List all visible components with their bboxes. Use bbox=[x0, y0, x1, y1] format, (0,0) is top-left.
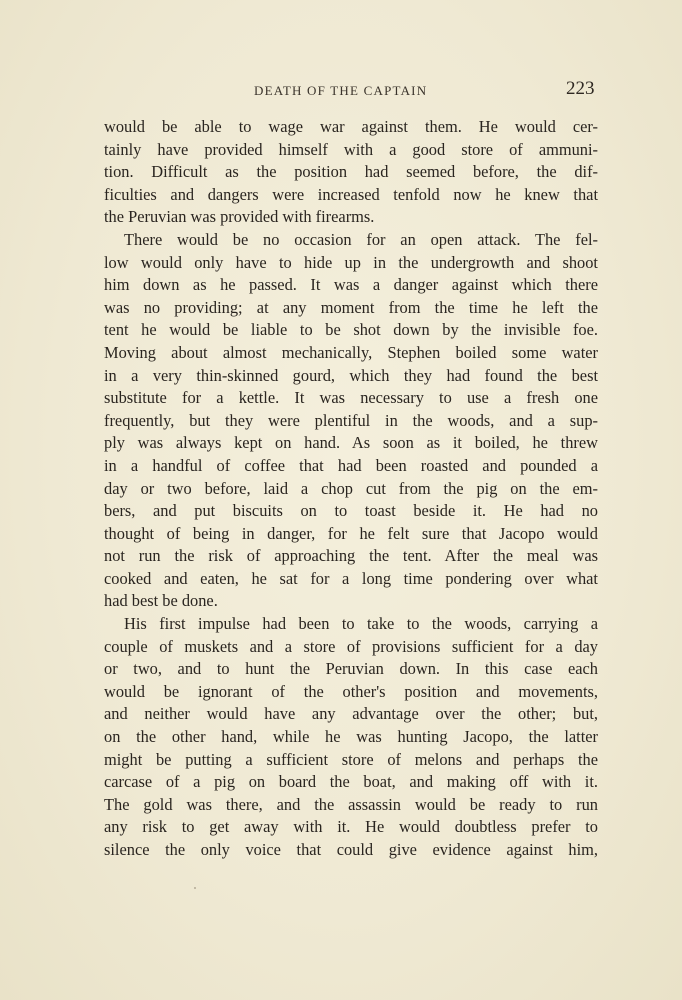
text-line: frequently, but they were plentiful in the woods, and a sup- bbox=[104, 410, 598, 430]
text-line: cooked and eaten, he sat for a long time pondering over what bbox=[104, 568, 598, 588]
text-line: ficulties and dangers were increased tenfold now he knew that bbox=[104, 184, 598, 204]
text-line: on the other hand, while he was hunting Jacopo, the latter bbox=[104, 727, 598, 747]
text-line: him down as he passed. It was a danger against which there bbox=[104, 275, 598, 295]
paragraph-start-line: His first impulse had been to take to the woods, carrying a bbox=[124, 614, 598, 634]
running-title: DEATH OF THE CAPTAIN bbox=[254, 83, 428, 98]
text-line: silence the only voice that could give evidence against him, bbox=[104, 840, 598, 859]
paper-speck bbox=[194, 887, 196, 889]
text-line: low would only have to hide up in the undergrowth and shoot bbox=[104, 252, 598, 272]
text-line: Moving about almost mechanically, Stephen boiled some water bbox=[104, 342, 598, 362]
body-text bbox=[104, 116, 598, 862]
text-line: The gold was there, and the assassin would be ready to run bbox=[104, 794, 598, 814]
text-line: might be putting a sufficient store of melons and perhaps the bbox=[104, 749, 598, 769]
text-line: carcase of a pig on board the boat, and making off with it. bbox=[104, 772, 598, 792]
text-line: tainly have provided himself with a good store of ammuni- bbox=[104, 139, 598, 159]
text-line: day or two before, laid a chop cut from the pig on the em- bbox=[104, 478, 598, 498]
text-line: thought of being in danger, for he felt sure that Jacopo would bbox=[104, 523, 598, 543]
text-line: in a very thin-skinned gourd, which they had found the best bbox=[104, 365, 598, 385]
text-line: bers, and put biscuits on to toast beside it. He had no bbox=[104, 501, 598, 521]
text-line: not run the risk of approaching the tent. After the meal was bbox=[104, 546, 598, 566]
text-line: or two, and to hunt the Peruvian down. In this case each bbox=[104, 659, 598, 679]
text-line: in a handful of coffee that had been roasted and pounded a bbox=[104, 455, 598, 475]
text-line: would be able to wage war against them. He would cer- bbox=[104, 117, 598, 136]
text-line: ply was always kept on hand. As soon as it boiled, he threw bbox=[104, 433, 598, 453]
page-header bbox=[0, 78, 682, 102]
page-number: 223 bbox=[566, 78, 595, 99]
text-line: tion. Difficult as the position had seemed before, the dif- bbox=[104, 162, 598, 182]
text-line: was no providing; at any moment from the time he left the bbox=[104, 297, 598, 317]
text-line: tent he would be liable to be shot down by the invisible foe. bbox=[104, 320, 598, 340]
text-line: couple of muskets and a store of provisions sufficient for a day bbox=[104, 636, 598, 656]
text-line: substitute for a kettle. It was necessary to use a fresh one bbox=[104, 388, 598, 408]
text-line: the Peruvian was provided with firearms. bbox=[104, 207, 375, 227]
paragraph-start-line: There would be no occasion for an open attack. The fel- bbox=[124, 229, 598, 249]
text-line: had best be done. bbox=[104, 591, 218, 611]
text-line: would be ignorant of the other's position and movements, bbox=[104, 681, 598, 701]
text-line: and neither would have any advantage over the other; but, bbox=[104, 704, 598, 724]
text-line: any risk to get away with it. He would doubtless prefer to bbox=[104, 817, 598, 837]
